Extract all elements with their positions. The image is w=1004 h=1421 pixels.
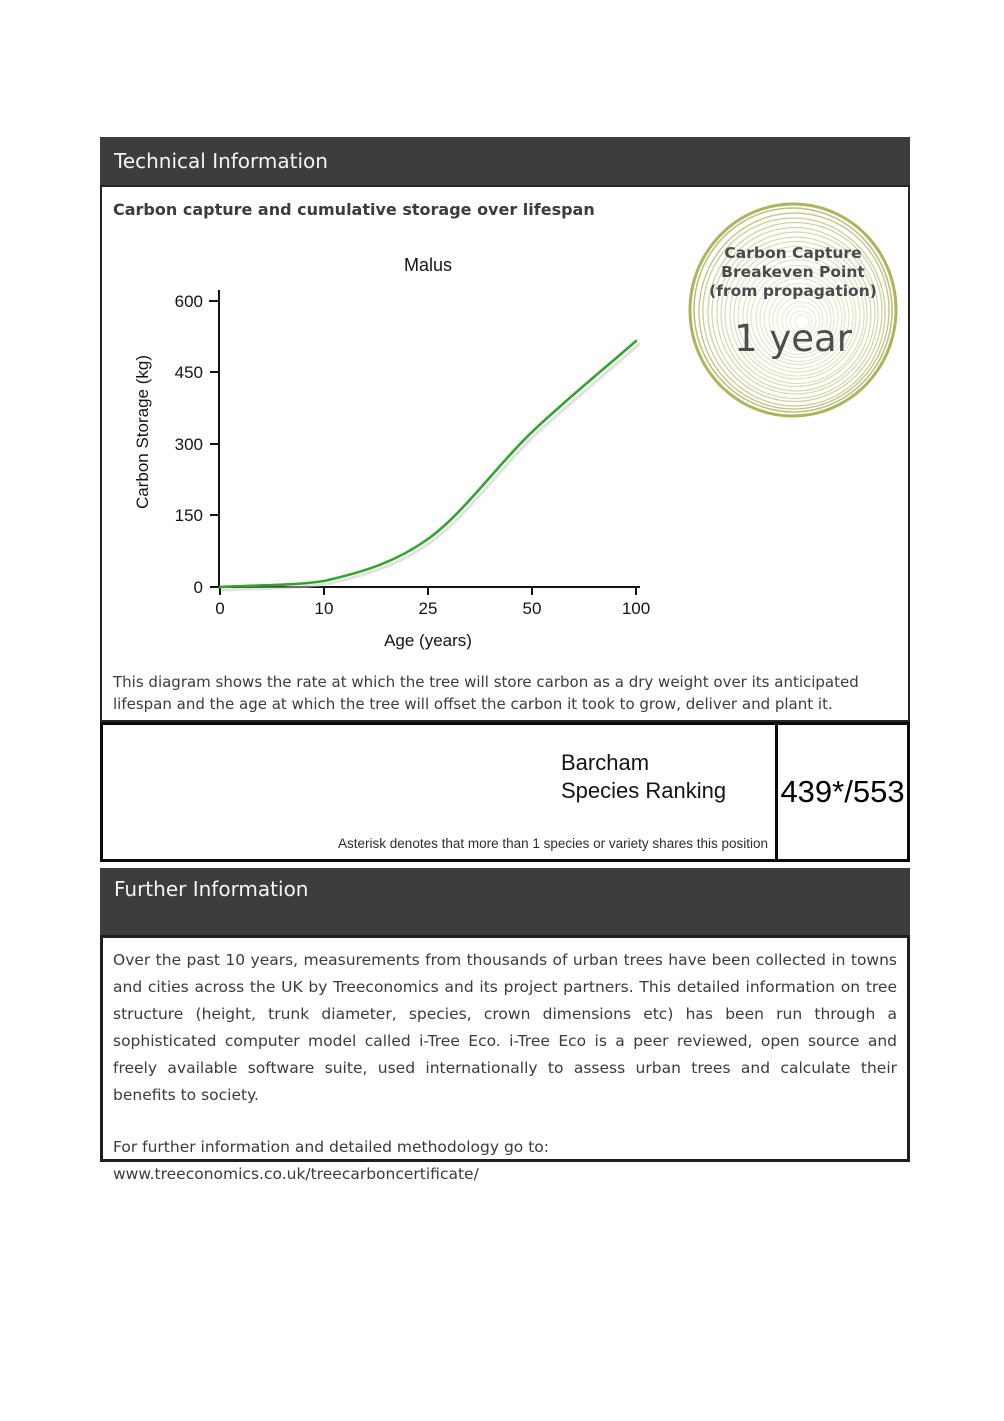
chart-panel — [100, 185, 910, 722]
technical-header-title: Technical Information — [114, 149, 328, 173]
ranking-title-line-1: Barcham — [561, 750, 650, 775]
carbon-curve — [220, 341, 636, 587]
technical-information-header-bar — [100, 137, 910, 185]
badge-line-3: (from propagation) — [709, 282, 877, 300]
further-header-title: Further Information — [114, 877, 309, 901]
ranking-asterisk-note: Asterisk denotes that more than 1 species or variety shares this position — [338, 836, 768, 851]
y-axis-label: Carbon Storage (kg) — [133, 354, 152, 510]
further-link-line: For further information and detailed methodology go to: www.treeconomics.co.uk/treecarboncertificate/ — [113, 1138, 549, 1183]
x-tick-label: 50 — [522, 599, 542, 618]
badge-value: 1 year — [734, 317, 852, 360]
badge-line-2: Breakeven Point — [721, 263, 865, 281]
chart-description — [113, 671, 901, 715]
carbon-curve-shadow — [223, 344, 639, 590]
ranking-panel — [100, 722, 910, 862]
ranking-value: 439*/553 — [780, 774, 905, 809]
badge-line-1: Carbon Capture — [724, 244, 862, 262]
chart-heading: Carbon capture and cumulative storage over lifespan — [113, 200, 595, 219]
x-tick-label: 25 — [418, 599, 438, 618]
y-tick-label: 150 — [174, 506, 203, 525]
ranking-value-cell — [775, 725, 907, 859]
further-panel — [100, 935, 910, 1183]
ranking-title-line-2: Species Ranking — [561, 778, 727, 803]
x-tick-label: 100 — [621, 599, 651, 618]
x-tick-label: 0 — [215, 599, 225, 618]
y-tick-label: 0 — [193, 578, 203, 597]
further-paragraph: Over the past 10 years, measurements from thousands of urban trees have been collected in towns and cities across the UK by Treeconomics and its project partners. This detailed information on tree structure (height, trunk diameter, species, crown dimensions etc) has been run through a sophisticated computer model called i-Tree Eco. i-Tree Eco is a peer reviewed, open source and freely available software suite, used internationally to assess urban trees and calculate their benefits to society. — [113, 951, 897, 1104]
x-axis-label: Age (years) — [384, 631, 472, 650]
further-information-header-bar — [100, 868, 910, 935]
chart-title: Malus — [403, 255, 453, 275]
ranking-title — [561, 749, 726, 805]
y-tick-marks — [209, 301, 219, 587]
y-tick-label: 600 — [174, 292, 203, 311]
breakeven-badge — [686, 200, 900, 420]
chart-description-line-1: This diagram shows the rate at which the tree will store carbon as a dry weight over its anticipated — [113, 673, 859, 691]
y-tick-label: 450 — [174, 363, 203, 382]
x-tick-label: 10 — [314, 599, 334, 618]
y-tick-label: 300 — [174, 435, 203, 454]
breakeven-badge-text — [686, 244, 900, 361]
ranking-left-cell — [103, 725, 775, 859]
chart-description-line-2: lifespan and the age at which the tree will offset the carbon it took to grow, deliver and plant it. — [113, 695, 833, 713]
